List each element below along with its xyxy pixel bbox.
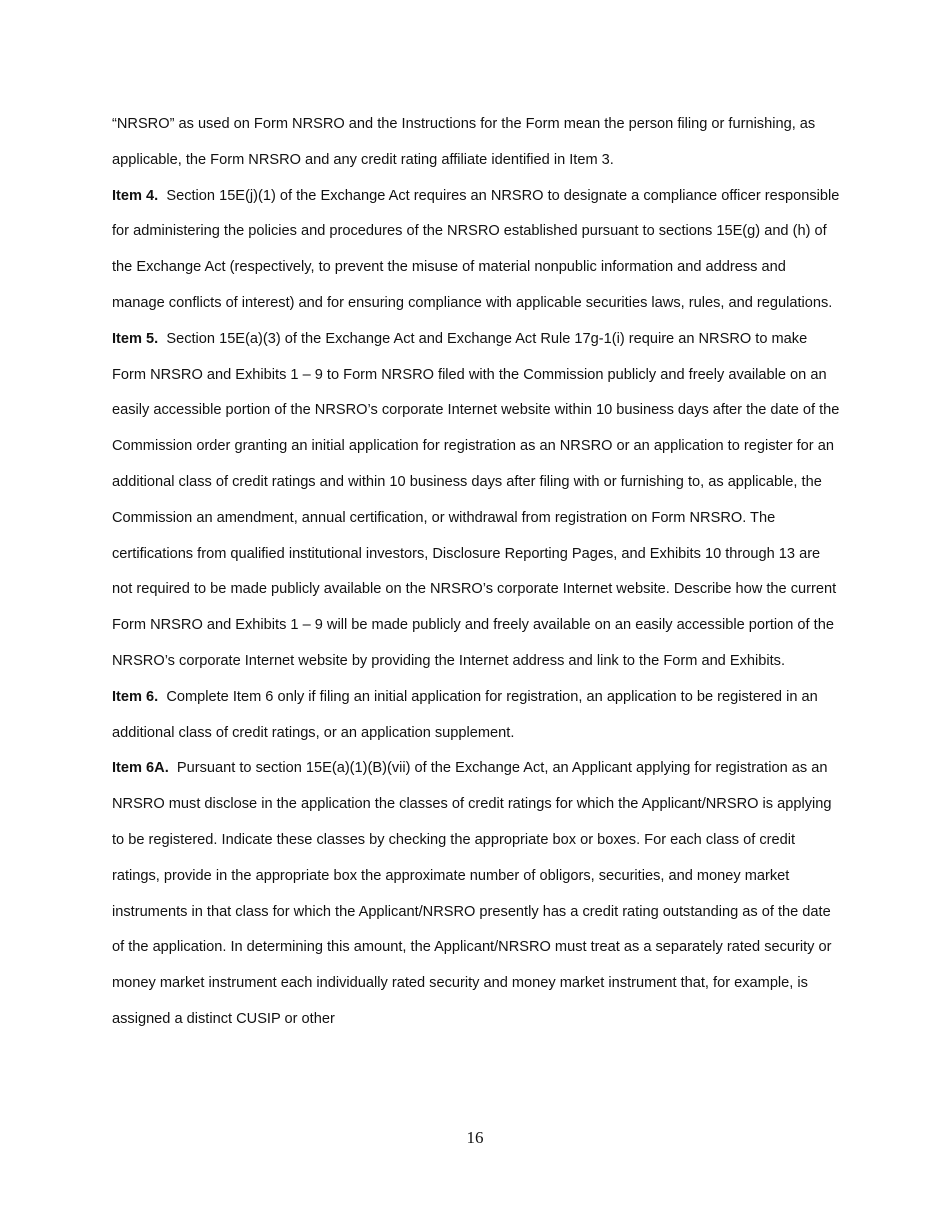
paragraph-text: “NRSRO” as used on Form NRSRO and the Instructions for the Form mean the person filing or furnishing, as applicable, the Form NRSRO and any credit rating affiliate identified in Item 3.	[112, 116, 816, 168]
item-6-label: Item 6.	[112, 688, 159, 705]
item-4-label: Item 4.	[112, 187, 159, 204]
item-4-text: Section 15E(j)(1) of the Exchange Act requires an NRSRO to designate a compliance officer responsible for administering the policies and procedures of the NRSRO established pursuant to sections 15E(g) and (h) of the Exchange Act (respectively, to prevent the misuse of material nonpublic information and address and manage conflicts of interest) and for ensuring compliance with applicable securities laws, rules, and regulations.	[112, 187, 840, 311]
item-6-text: Complete Item 6 only if filing an initial application for registration, an application to be registered in an additional class of credit ratings, or an application supplement.	[112, 688, 818, 741]
item-6a-text: Pursuant to section 15E(a)(1)(B)(vii) of the Exchange Act, an Applicant applying for registration as an NRSRO must disclose in the application the classes of credit ratings for which the Applicant/NRSRO is applying to be registered. Indicate these classes by checking the appropriate box or boxes. For each class of credit ratings, provide in the appropriate box the approximate number of obligors, securities, and money market instruments in that class for which the Applicant/NRSRO presently has a credit rating outstanding as of the date of the application. In determining this amount, the Applicant/NRSRO must treat as a separately rated security or money market instrument each individually rated security and money market instrument that, for example, is assigned a distinct CUSIP or other	[112, 760, 832, 1027]
paragraph-item-6	[112, 680, 840, 752]
paragraph-item-5	[112, 322, 840, 680]
item-6a-label: Item 6A.	[112, 760, 169, 777]
document-body	[112, 107, 840, 1038]
paragraph-item-4	[112, 179, 840, 322]
item-5-label: Item 5.	[112, 330, 159, 347]
paragraph-item-6a	[112, 751, 840, 1037]
page-number: 16	[466, 1128, 484, 1147]
paragraph-nrsro-definition	[112, 107, 840, 179]
item-5-text: Section 15E(a)(3) of the Exchange Act and Exchange Act Rule 17g-1(i) require an NRSRO to make Form NRSRO and Exhibits 1 – 9 to Form NRSRO filed with the Commission publicly and freely available on an easily accessible portion of the NRSRO’s corporate Internet website within 10 business days after the date of the Commission order granting an initial application for registration as an NRSRO or an application to register for an additional class of credit ratings and within 10 business days after filing with or furnishing to, as applicable, the Commission an amendment, annual certification, or withdrawal from registration on Form NRSRO. The certifications from qualified institutional investors, Disclosure Reporting Pages, and Exhibits 10 through 13 are not required to be made publicly available on the NRSRO’s corporate Internet website. Describe how the current Form NRSRO and Exhibits 1 – 9 will be made publicly and freely available on an easily accessible portion of the NRSRO’s corporate Internet website by providing the Internet address and link to the Form and Exhibits.	[112, 330, 840, 669]
